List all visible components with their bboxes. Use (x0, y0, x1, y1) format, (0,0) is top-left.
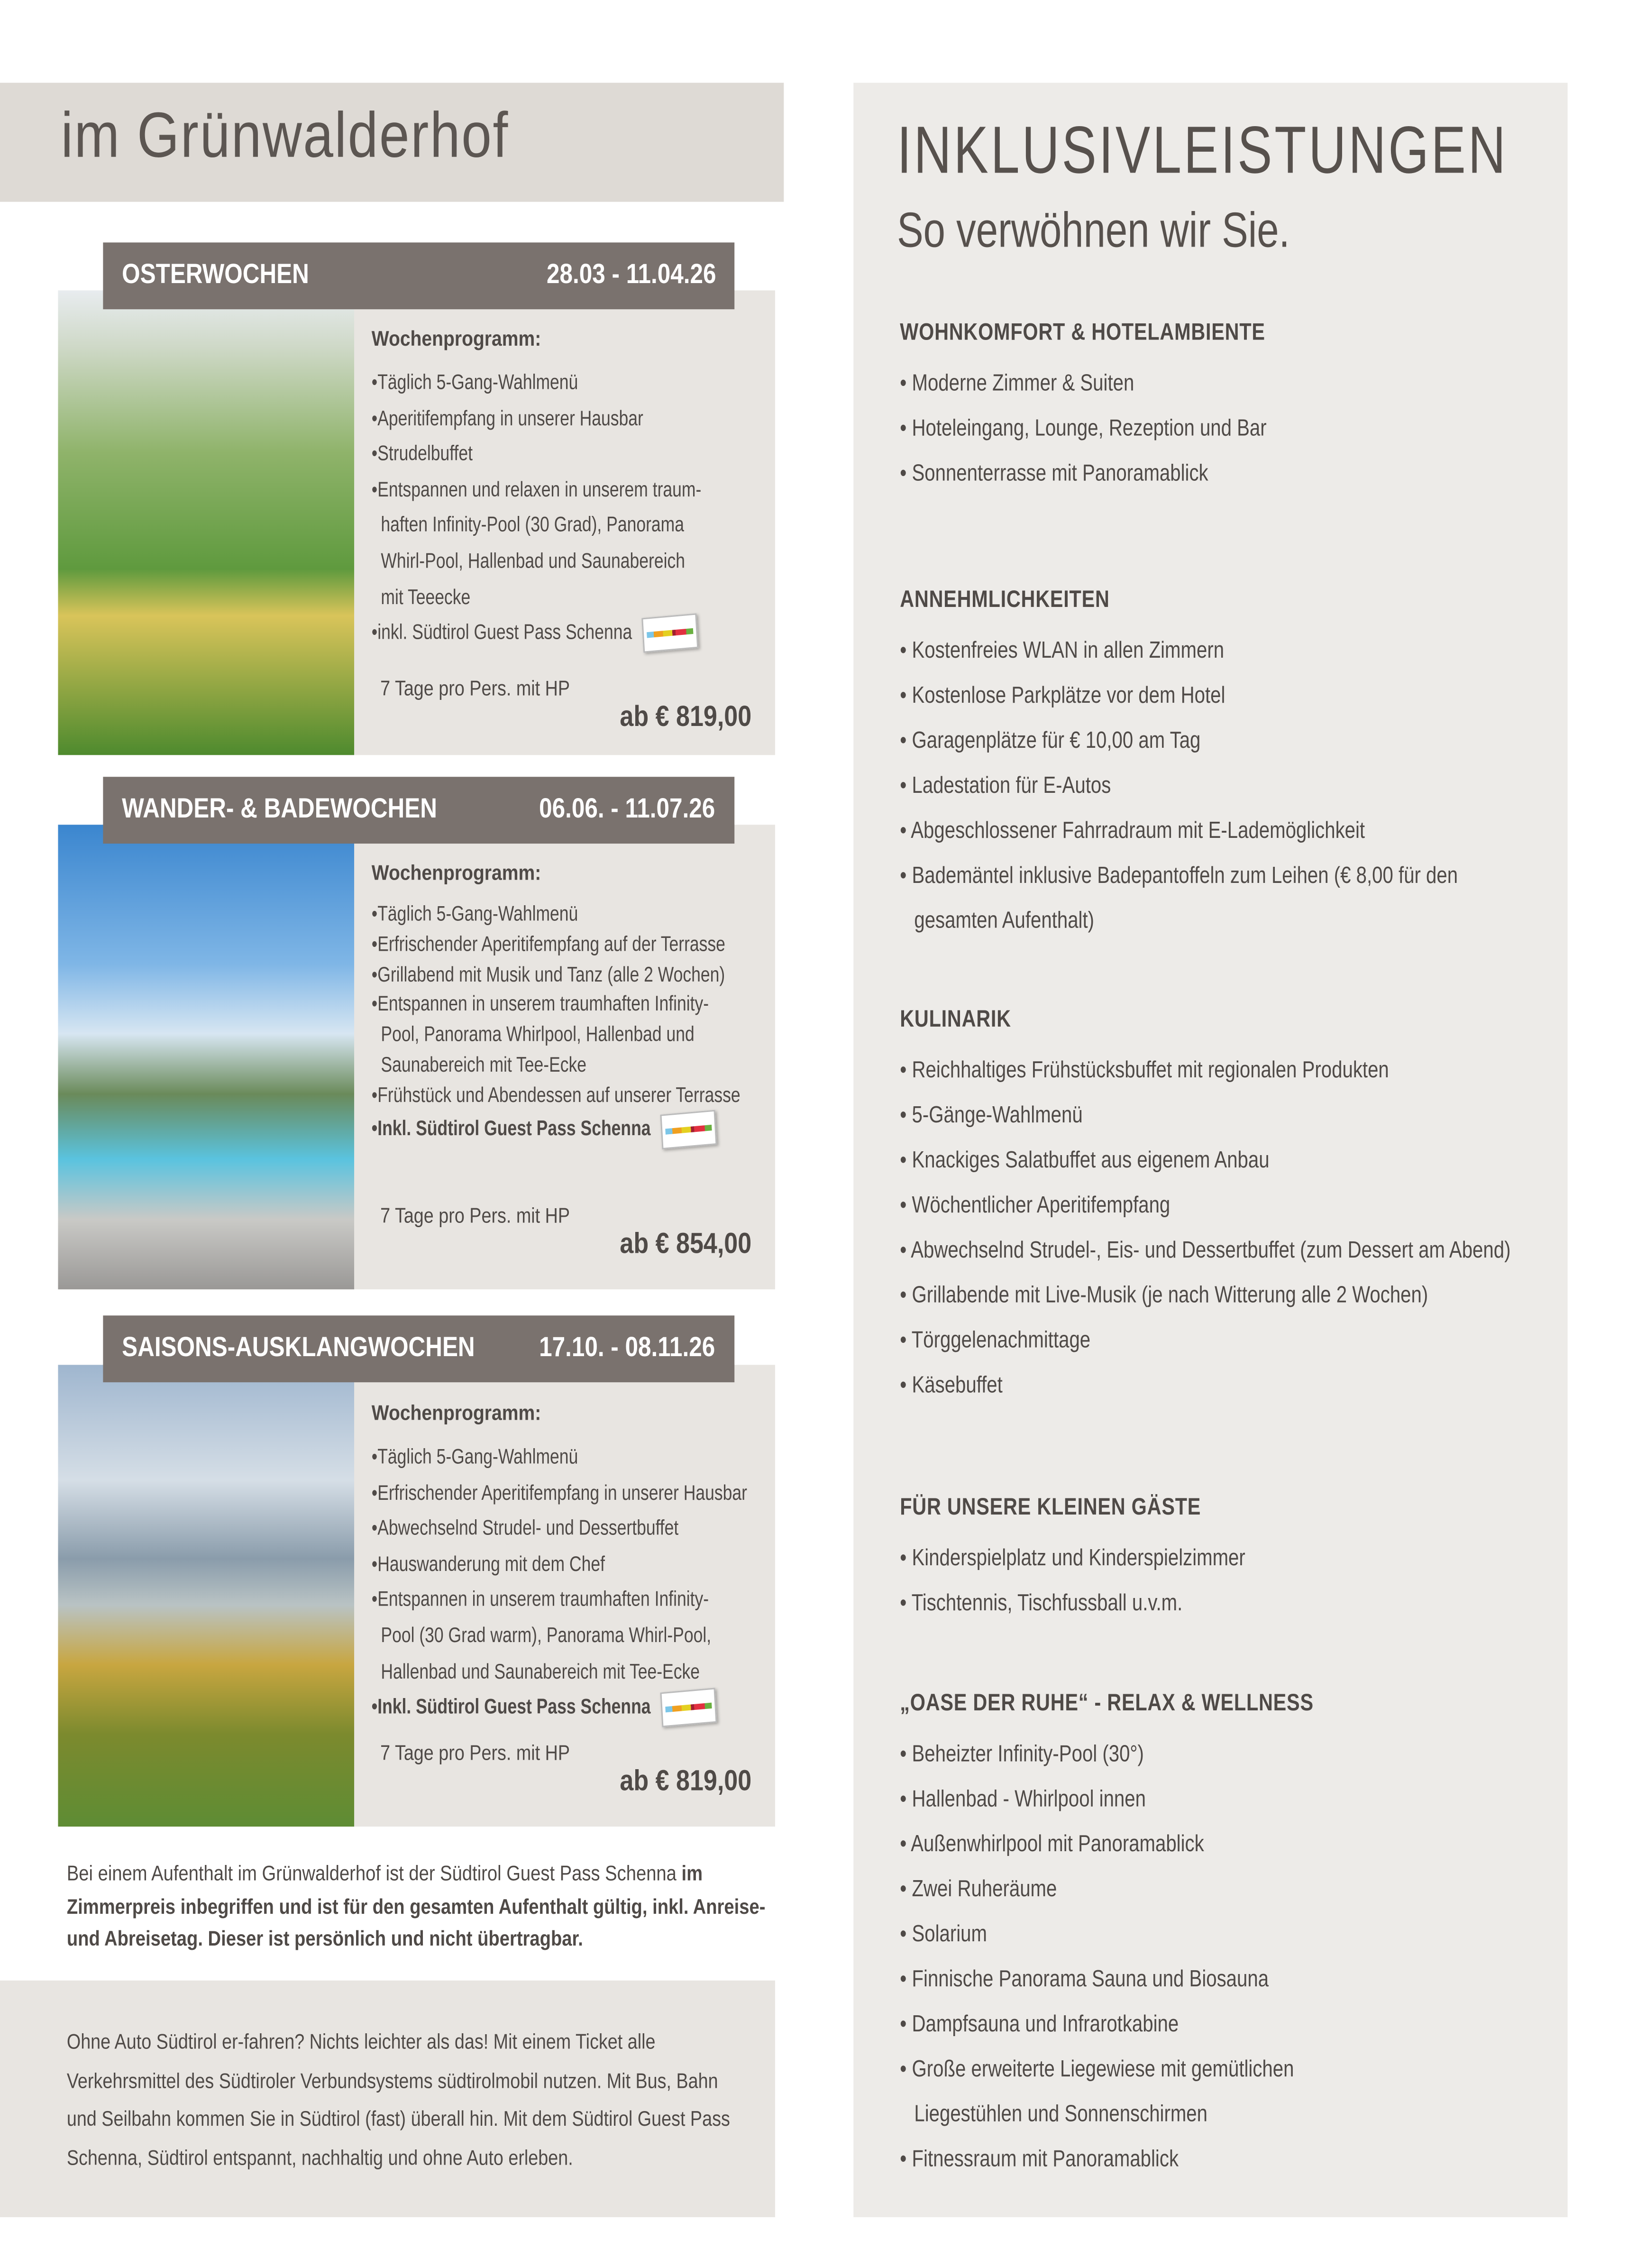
program-item-text: Pool (30 Grad warm), Panorama Whirl-Pool, (381, 1625, 712, 1648)
section-heading: WOHNKOMFORT & HOTELAMBIENTE (900, 319, 1265, 346)
title-band (0, 83, 784, 202)
offer-photo (58, 825, 354, 1289)
inclusive-section (900, 1690, 1646, 2182)
program-item (372, 1512, 708, 1547)
section-item: • Beheizter Infinity-Pool (30°) (900, 1742, 1144, 1767)
program-list (372, 900, 793, 1147)
section-item: • Außenwhirlpool mit Panoramablick (900, 1832, 1204, 1857)
section-item: • Wöchentlicher Aperitifempfang (900, 1194, 1170, 1219)
program-label: Wochenprogramm: (371, 1402, 541, 1426)
inclusive-section (900, 320, 1646, 497)
program-item (371, 930, 725, 961)
program-item (371, 1476, 748, 1512)
offer-card (58, 290, 775, 755)
program-item-text: •Grillabend mit Musik und Tanz (alle 2 Wochen) (371, 963, 725, 987)
program-item (372, 1619, 712, 1654)
program-item-text: •Inkl. Südtirol Guest Pass Schenna (371, 1117, 651, 1140)
program-label: Wochenprogramm: (371, 328, 541, 352)
program-item-text: •Hauswanderung mit dem Chef (371, 1553, 605, 1577)
section-item: • Kinderspielplatz und Kinderspielzimmer (900, 1546, 1245, 1571)
section-item: • Törggelenachmittage (900, 1328, 1091, 1353)
section-item: • Kostenfreies WLAN in allen Zimmern (900, 639, 1225, 664)
inclusive-section (900, 1006, 1646, 1408)
guest-pass-card-icon (660, 1109, 717, 1148)
section-list (900, 1732, 1646, 2182)
program-item-text: •Täglich 5-Gang-Wahlmenü (371, 903, 578, 927)
program-item-text: •Strudelbuffet (371, 443, 473, 467)
program-item-text: •Täglich 5-Gang-Wahlmenü (371, 1446, 578, 1469)
program-item-text: Saunabereich mit Tee-Ecke (381, 1054, 587, 1078)
section-item: • Grillabende mit Live-Musik (je nach Witterung alle 2 Wochen) (900, 1283, 1428, 1308)
section-item: gesamten Aufenthalt) (914, 909, 1095, 934)
duration-text: 7 Tage pro Pers. mit HP (380, 678, 570, 701)
section-heading: FÜR UNSERE KLEINEN GÄSTE (900, 1494, 1201, 1521)
section-heading: KULINARIK (900, 1006, 1011, 1033)
program-item-text: •Entspannen in unserem traumhaften Infinity- (371, 1589, 709, 1613)
section-heading: „OASE DER RUHE“ - RELAX & WELLNESS (900, 1690, 1314, 1717)
program-item-text: Pool, Panorama Whirlpool, Hallenbad und (381, 1024, 695, 1047)
program-item (372, 473, 708, 509)
duration-text: 7 Tage pro Pers. mit HP (380, 1205, 570, 1229)
offer-header (103, 242, 734, 309)
program-item-text: haften Infinity-Pool (30 Grad), Panorama (381, 514, 685, 538)
offer-photo (58, 290, 354, 755)
section-item: • Solarium (900, 1922, 987, 1947)
section-heading: ANNEHMLICHKEITEN (900, 587, 1110, 613)
section-item: • Bademäntel inklusive Badepantoffeln zum Leihen (€ 8,00 für den (900, 863, 1458, 889)
program-item-text: •Frühstück und Abendessen auf unserer Terrasse (371, 1084, 741, 1108)
program-item-text: •Täglich 5-Gang-Wahlmenü (371, 371, 578, 395)
section-item: • Hallenbad - Whirlpool innen (900, 1787, 1146, 1812)
offer-dates: 17.10. - 08.11.26 (540, 1333, 716, 1364)
pass-stripes (666, 1703, 712, 1713)
program-item (372, 366, 708, 402)
section-item: • Käsebuffet (900, 1373, 1003, 1398)
offer-dates: 06.06. - 11.07.26 (540, 794, 716, 825)
section-item: • Sonnenterrasse mit Panoramablick (900, 461, 1208, 487)
price-text: ab € 819,00 (620, 701, 752, 734)
section-item: • Garagenplätze für € 10,00 am Tag (900, 729, 1201, 754)
inclusive-subtitle: So verwöhnen wir Sie. (897, 203, 1290, 259)
program-item (372, 1021, 708, 1051)
offer-header (103, 1315, 734, 1382)
program-item (372, 900, 708, 931)
section-item: Liegestühlen und Sonnenschirmen (914, 2102, 1208, 2127)
program-item (372, 1583, 708, 1619)
program-item-text: Whirl-Pool, Hallenbad und Saunabereich (381, 550, 686, 574)
weekly-program (372, 328, 793, 652)
program-item-text: •Entspannen in unserem traumhaften Infinity- (371, 993, 709, 1017)
section-item: • 5-Gänge-Wahlmenü (900, 1103, 1083, 1129)
price-text: ab € 854,00 (620, 1228, 752, 1260)
program-item-text: •Aperitifempfang in unserer Hausbar (371, 407, 643, 431)
section-list (900, 1536, 1646, 1626)
program-item (372, 580, 708, 616)
offer-name: OSTERWOCHEN (122, 260, 309, 291)
program-item (372, 437, 708, 473)
weekly-program (372, 1403, 793, 1726)
section-item: • Ladestation für E-Autos (900, 774, 1111, 799)
section-item: • Hoteleingang, Lounge, Rezeption und Bar (900, 416, 1267, 441)
program-item-text: •Entspannen und relaxen in unserem traum- (371, 478, 702, 502)
program-item (372, 616, 708, 652)
section-item: • Knackiges Salatbuffet aus eigenem Anbau (900, 1148, 1270, 1174)
program-list (372, 1441, 793, 1726)
price-text: ab € 819,00 (620, 1765, 752, 1798)
weekly-program (372, 863, 793, 1147)
program-item (372, 1051, 708, 1082)
offer-name: WANDER- & BADEWOCHEN (122, 794, 437, 825)
program-item (372, 1111, 708, 1146)
mobility-box (0, 1981, 775, 2217)
program-item-text: •Erfrischender Aperitifempfang in unserer Hausbar (371, 1482, 748, 1506)
inclusive-title: INKLUSIVLEISTUNGEN (897, 111, 1508, 188)
guest-pass-card-icon (660, 1688, 717, 1727)
section-item: • Abgeschlossener Fahrradraum mit E-Lademöglichkeit (900, 819, 1365, 844)
program-item-text: mit Teeecke (381, 586, 471, 609)
program-item-text: Hallenbad und Saunabereich mit Tee-Ecke (381, 1660, 700, 1684)
program-item-text: •Abwechselnd Strudel- und Dessertbuffet (371, 1517, 679, 1541)
program-item (372, 1548, 708, 1583)
program-item (371, 961, 725, 991)
section-item: • Große erweiterte Liegewiese mit gemütlichen (900, 2057, 1294, 2083)
mobility-text: Ohne Auto Südtirol er-fahren? Nichts leichter als das! Mit einem Ticket alle Verkehrsmittel des Südtiroler Verbundsystems südtirolmobil nutzen. Mit Bus, Bahn und Seilbahn kommen Sie in Südtirol (fast) überall hin. Mit dem Südtirol Guest Pass Schenna, Südtirol entspannt, nachhaltig und ohne Auto erleben. (66, 2031, 730, 2170)
program-item (372, 1441, 708, 1476)
program-item (372, 544, 708, 580)
program-item (372, 1654, 708, 1690)
inclusive-section (900, 1494, 1646, 1626)
section-item: • Moderne Zimmer & Suiten (900, 371, 1134, 396)
program-item (372, 1690, 708, 1726)
offer-name: SAISONS-AUSKLANGWOCHEN (122, 1333, 475, 1364)
section-list (900, 361, 1646, 496)
section-list (900, 629, 1646, 944)
offer-dates: 28.03 - 11.04.26 (546, 260, 716, 291)
note-text: Bei einem Aufenthalt im Grünwalderhof ist der Südtirol Guest Pass Schenna (66, 1863, 682, 1886)
section-item: • Zwei Ruheräume (900, 1877, 1057, 1902)
program-item-text: •Erfrischender Aperitifempfang auf der Terrasse (371, 933, 725, 957)
section-item: • Finnische Panorama Sauna und Biosauna (900, 1967, 1269, 1993)
inclusive-section (900, 587, 1646, 944)
section-list (900, 1048, 1646, 1408)
program-item (371, 1082, 741, 1112)
section-item: • Abwechselnd Strudel-, Eis- und Dessertbuffet (zum Dessert am Abend) (900, 1238, 1511, 1264)
program-item (372, 402, 708, 437)
offer-photo (58, 1365, 354, 1827)
guest-pass-card-icon (642, 614, 699, 653)
program-label: Wochenprogramm: (371, 862, 541, 886)
pass-stripes (647, 629, 694, 639)
page-title: im Grünwalderhof (61, 100, 509, 172)
program-item (372, 991, 708, 1021)
guest-pass-note (67, 1858, 764, 1956)
section-item: • Tischtennis, Tischfussball u.v.m. (900, 1591, 1183, 1616)
program-item (372, 509, 708, 544)
program-item-text: •Inkl. Südtirol Guest Pass Schenna (371, 1696, 651, 1720)
offer-card (58, 825, 775, 1289)
section-item: • Fitnessraum mit Panoramablick (900, 2147, 1179, 2172)
section-item: • Dampfsauna und Infrarotkabine (900, 2012, 1179, 2038)
offer-header (103, 777, 734, 844)
program-list (372, 366, 793, 652)
offer-card (58, 1365, 775, 1827)
pass-stripes (666, 1124, 712, 1134)
section-item: • Kostenlose Parkplätze vor dem Hotel (900, 684, 1225, 709)
duration-text: 7 Tage pro Pers. mit HP (380, 1742, 570, 1766)
section-item: • Reichhaltiges Frühstücksbuffet mit regionalen Produkten (900, 1058, 1389, 1083)
program-item-text: •inkl. Südtirol Guest Pass Schenna (371, 622, 632, 645)
note-bold-text: im Zimmerpreis inbegriffen und ist für den gesamten Aufenthalt gültig, inkl. Anreise- und Abreisetag. Dieser ist persönlich und nicht übertragbar. (66, 1863, 766, 1952)
